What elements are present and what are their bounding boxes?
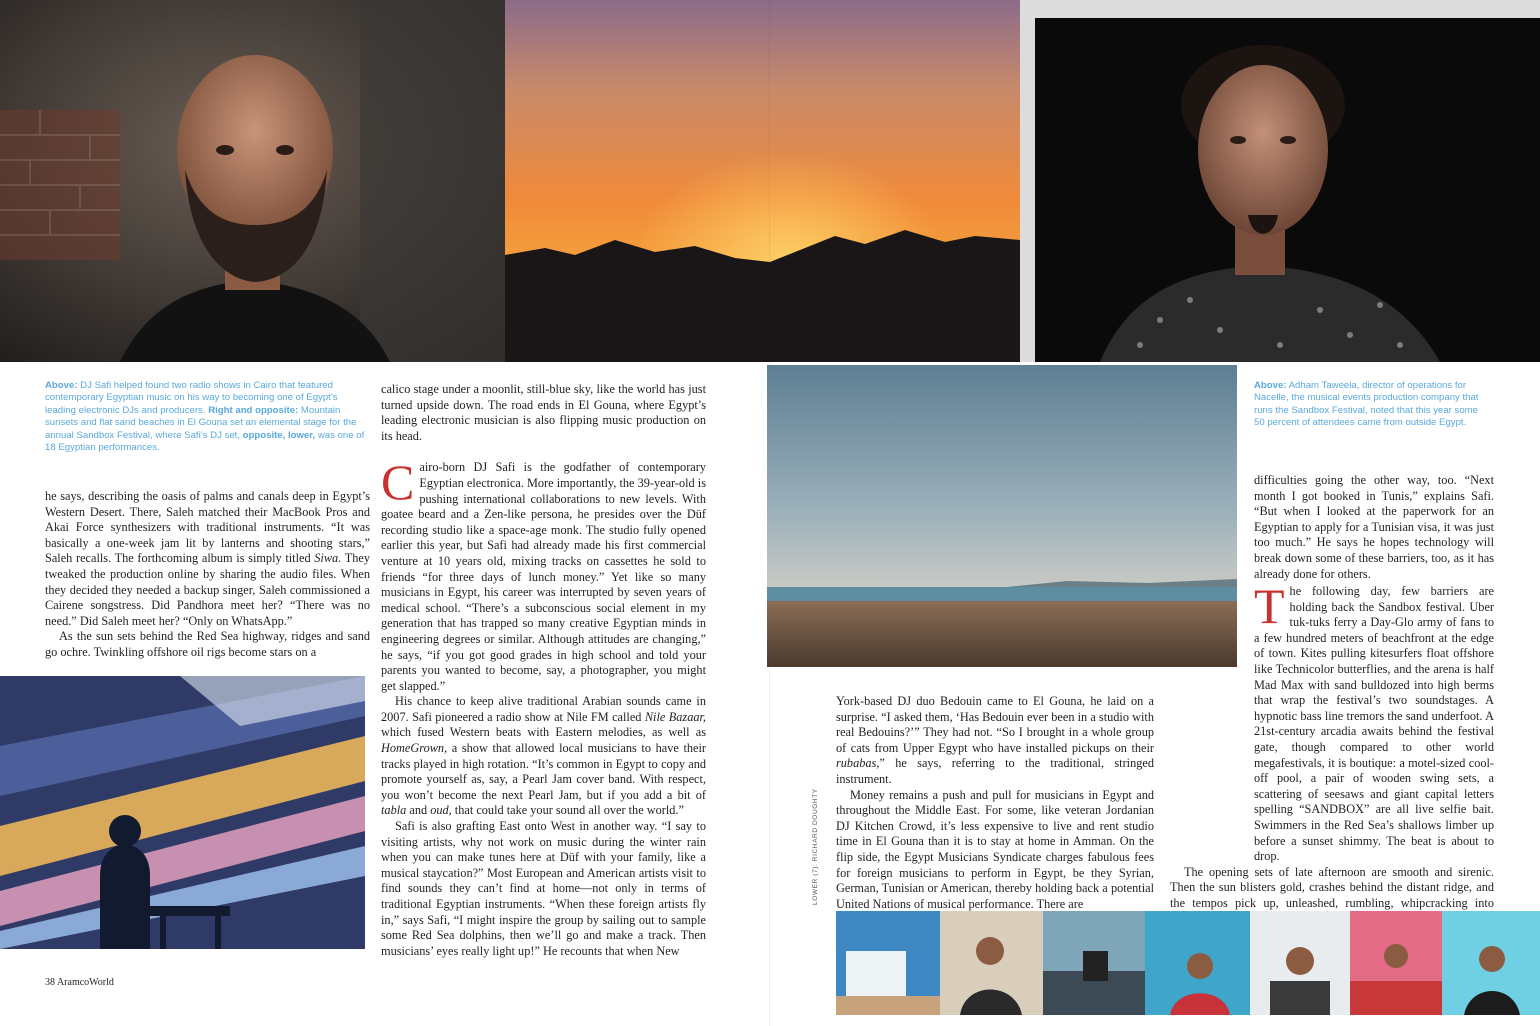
festival-photo-2 [940,911,1043,1015]
festival-photo-5 [1250,911,1350,1015]
paragraph: calico stage under a moonlit, still-blue sky, like the world has just turned upside down. The road ends in El Gouna, where Egypt’s leading electronic musician is also flipping music production on its head. [381,382,706,443]
article-column-2 [381,382,706,959]
paragraph: Money remains a push and pull for musicians in Egypt and throughout the Middle East. For some, like veteran Jordanian DJ Kitchen Crowd, it’s less expensive to live and rent studio time in El Gouna than it is to stay at home in Amman. On the flip side, the Egypt Musicians Syndicate charges fabulous fees for foreign musicians to perform in Egypt, be they Syrian, German, Tunisian or American, thereby holding back a potential United Nations of musical performance. There are [836,787,1154,911]
article-column-4-continued [1170,578,1494,943]
article-column-3 [836,694,1154,912]
portrait-photo-adham-taweela [1020,0,1540,362]
mountain-sunset-photo [505,0,1020,362]
paragraph: York-based DJ duo Bedouin came to El Gouna, he laid on a surprise. “I asked them, ‘Has Bedouin ever been in a studio with real Bedouins?’” They had not. “So I brought in a whole group of cats from Upper Egypt who have installed pickups on their rubabas,” he says, referring to the traditional, stringed instrument. [836,694,1154,786]
paragraph-dropcap: The following day, few barriers are holding back the Sandbox festival. Uber tuk-tuks ferry a Day-Glo army of fans to a few hundred meters of beachfront at the edge of town. Kites pulling kitesurfers float offshore like Technicolor butterflies, and the arena is half Mad Max with sand bulldozed into high berms that wrap the festival’s two soundstages. A hypnotic bass line tremors the sand underfoot. A 21st-century arcadia awaits behind the festival gate, though compared to other world megafestivals, it is boutique: a motel-sized cool-off pool, a pair of wooden swing sets, a scattering of seesaws and giant capital letters spelling “SANDBOX” are all live selfie bait. Swimmers in the Red Sea’s shallows limber up before a sunset shimmy. The beat is about to drop. [1254,578,1494,864]
dj-performance-photo [0,676,365,949]
article-column-4 [1254,473,1494,582]
photo-credit: LOWER (7): RICHARD DOUGHTY [812,788,819,905]
magazine-name: AramcoWorld [56,977,114,988]
paragraph: As the sun sets behind the Red Sea highway, ridges and sand go ochre. Twinkling offshore oil rigs become stars on a [45,629,370,659]
caption-lead: Above: [1254,380,1287,391]
festival-photo-3 [1043,911,1145,1015]
photo-caption-left: Above: DJ Safi helped found two radio shows in Cairo that featured contemporary Egyptian music on his way to becoming one of Egypt’s leading electronic DJs and producers. Right and opposite: Mountain sunsets and flat sand beaches in El Gouna set an elemental stage for the annual Sandbox Festival, where Safi’s DJ set, opposite, lower, was one of 18 Egyptian performances. [45,380,365,454]
festival-photo-7 [1442,911,1540,1015]
paragraph-dropcap: Cairo-born DJ Safi is the godfather of contemporary Egyptian electronica. More importantly, the 39-year-old is pushing international collaborations to new levels. With goatee beard and a Zen-like persona, he presides over the Düf recording studio like a space-age monk. The studio fully opened earlier this year, but Safi had already made his first commercial venture at 10 years old, mixing tracks on cassettes he sold to friends “for three days of lunch money.” Yet like so many musicians in Egypt, his career was interrupted by seven years of medical school. “There’s a subconscious social element in my generation that has trapped so many creative Egyptian minds in engineering degrees or similar. Although attitudes are changing,” he says, “if you got good grades in high school and told your parents you wanted to become, say, a photographer, you might get slapped.” [381,454,706,693]
portrait-photo-dj-safi [0,0,505,362]
paragraph: Safi is also grafting East onto West in another way. “I say to visiting artists, why not work on music during the winter rain when you can make tunes here at Düf with your family, like a musical staycation?” Most European and American artists visit to find sounds they can’t find at home—not only in terms of traditional Egyptian instruments. “When these foreign artists fly in,” says Safi, “I might inspire the group by sailing out to sample some Red Sea dolphins, then we’ll go and make a track. Then musicians’ eyes really light up!” He recounts that when New [381,819,706,958]
festival-photo-6 [1350,911,1442,1015]
festival-photo-1 [836,911,940,1015]
page-folio [45,977,114,988]
paragraph: His chance to keep alive traditional Arabian sounds came in 2007. Safi pioneered a radio show at Nile FM called Nile Bazaar, which fused Western beats with Eastern melodies, as well as HomeGrown, a show that allowed local musicians to have their tracks played in high rotation. “It’s common in Egypt to copy and promote yourself as, say, a Pearl Jam cover band. With respect, you won’t become the next Pearl Jam, but if you add a bit of tabla and oud, that could take your sound all over the world.” [381,694,706,818]
page-number: 38 [45,977,55,988]
photo-caption-right: Above: Adham Taweela, director of operations for Nacelle, the musical events production company that runs the Sandbox Festival, noted that this year some 50 percent of attendees came from outside Egypt. [1254,380,1479,429]
festival-photo-4 [1145,911,1250,1015]
dropcap: T [1254,578,1285,634]
paragraph: difficulties going the other way, too. “Next month I got booked in Tunis,” explains Safi. “But when I looked at the paperwork for an Egyptian to apply for a Tunisian visa, it was just too much.” He says he hopes technology will break down some of these barriers, too, as it has already done for others. [1254,473,1494,581]
red-sea-beach-photo [767,365,1237,667]
caption-lead: Above: [45,380,78,391]
paragraph: The opening sets of late afternoon are smooth and sirenic. Then the sun blisters gold, crashes behind the distant ridge, and the tempos pick up, unleashed, rumbling, whipcracking into [1170,864,1494,910]
article-column-1 [45,489,370,661]
dropcap: C [381,454,415,511]
paragraph: he says, describing the oasis of palms and canals deep in Egypt’s Western Desert. There, Saleh matched their MacBook Pros and Akai Force synthesizers with traditional instruments. “It was basically a one-week jam lit by lanterns and shooting stars,” Saleh recalls. The forthcoming album is simply titled Siwa. They tweaked the production online by sharing the audio files. When they decided they needed a backup singer, Saleh commissioned a Cairene songstress. Did Pandhora meet her? “There was no need.” Did Saleh meet her? “Only on WhatsApp.” [45,489,371,628]
